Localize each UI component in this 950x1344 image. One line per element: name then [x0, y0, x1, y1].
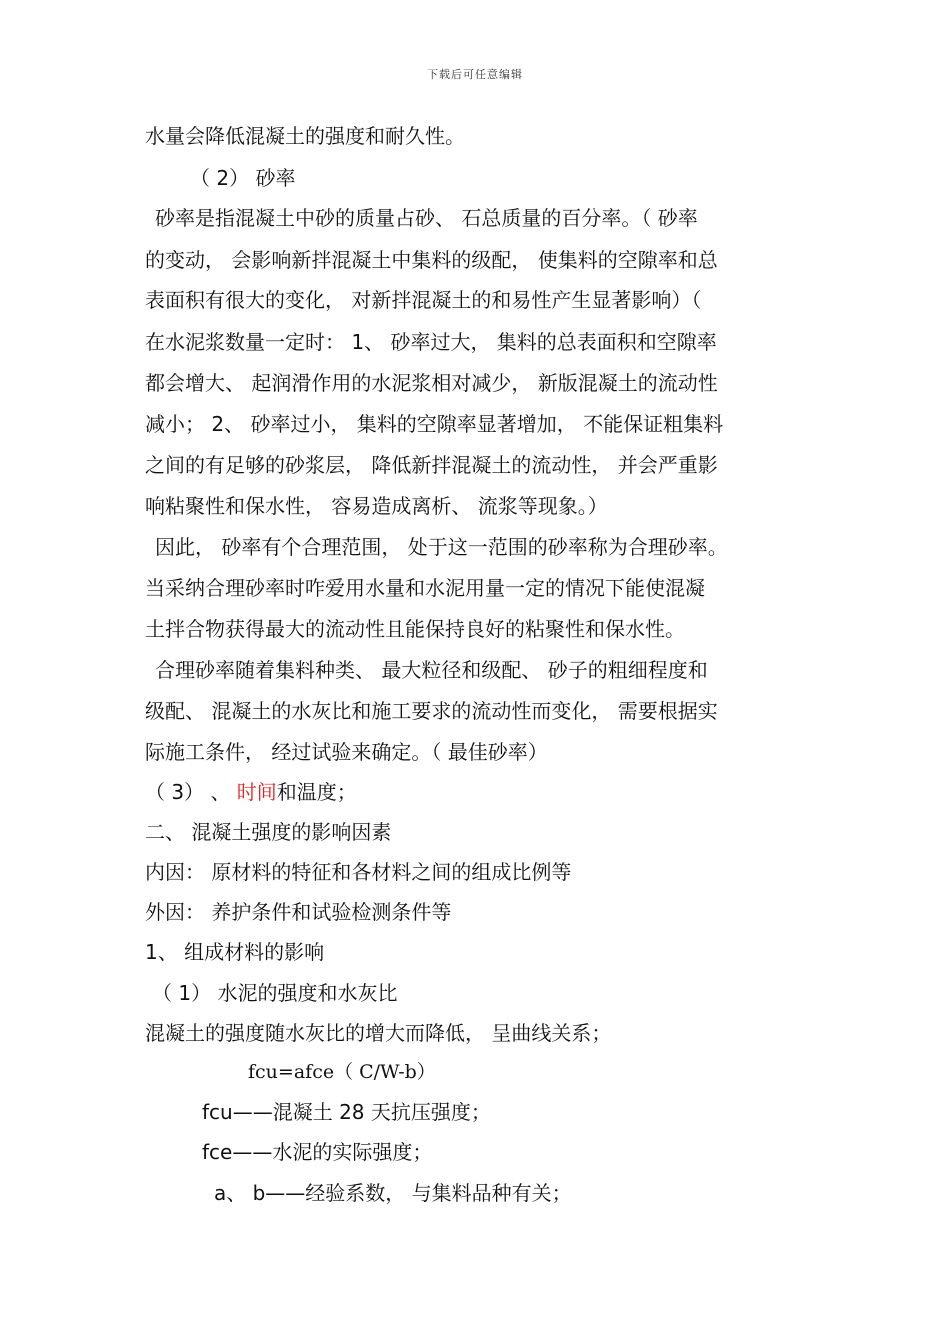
section-heading: 二、 混凝土强度的影响因素	[145, 820, 392, 844]
formula-definition: fcu——混凝土 28 天抗压强度；	[202, 1100, 491, 1124]
text-line: 之间的有足够的砂浆层， 降低新拌混凝土的流动性， 并会严重影	[145, 453, 718, 477]
heading-prefix: （ 3） 、	[145, 780, 237, 804]
formula: fcu=afce（ C/W-b）	[248, 1061, 436, 1083]
text-line: 砂率是指混凝土中砂的质量占砂、 石总质量的百分率。（ 砂率	[155, 206, 698, 230]
page-header: 下载后可任意编辑	[427, 68, 523, 81]
formula-definition: a、 b——经验系数， 与集料品种有关；	[214, 1181, 572, 1205]
text-line: 外因： 养护条件和试验检测条件等	[145, 900, 452, 924]
text-line: 减小； 2、 砂率过小， 集料的空隙率显著增加， 不能保证粗集料	[145, 412, 724, 436]
text-line: 当采纳合理砂率时咋爱用水量和水泥用量一定的情况下能使混凝	[145, 576, 705, 600]
text-line: 的变动， 会影响新拌混凝土中集料的级配， 使集料的空隙率和总	[145, 248, 718, 272]
section-heading: 1、 组成材料的影响	[145, 940, 325, 964]
text-line: 因此， 砂率有个合理范围， 处于这一范围的砂率称为合理砂率。	[155, 535, 728, 559]
text-line: 表面积有很大的变化， 对新拌混凝土的和易性产生显著影响）（	[145, 288, 702, 312]
text-line: 都会增大、 起润滑作用的水泥浆相对减少， 新版混凝土的流动性	[145, 371, 718, 395]
text-line: 内因： 原材料的特征和各材料之间的组成比例等	[145, 860, 572, 884]
text-line: 土拌合物获得最大的流动性且能保持良好的粘聚性和保水性。	[145, 617, 685, 641]
heading-suffix: 和温度；	[276, 780, 357, 804]
text-line: 级配、 混凝土的水灰比和施工要求的流动性而变化， 需要根据实	[145, 699, 718, 723]
text-line: 在水泥浆数量一定时： 1、 砂率过大， 集料的总表面积和空隙率	[145, 330, 717, 354]
text-line: 合理砂率随着集料种类、 最大粒径和级配、 砂子的粗细程度和	[155, 658, 708, 682]
highlighted-text: 时间	[236, 780, 277, 804]
text-line: 响粘聚性和保水性， 容易造成离析、 流浆等现象。）	[145, 494, 608, 518]
section-heading: （ 1） 水泥的强度和水灰比	[152, 981, 398, 1005]
section-heading	[145, 780, 810, 804]
text-line: 际施工条件， 经过试验来确定。（ 最佳砂率）	[145, 740, 548, 764]
text-line: 水量会降低混凝土的强度和耐久性。	[145, 124, 465, 148]
section-heading: （ 2） 砂率	[190, 166, 296, 190]
text-line: 混凝土的强度随水灰比的增大而降低， 呈曲线关系；	[145, 1021, 612, 1045]
formula-definition: fce——水泥的实际强度；	[202, 1140, 433, 1164]
